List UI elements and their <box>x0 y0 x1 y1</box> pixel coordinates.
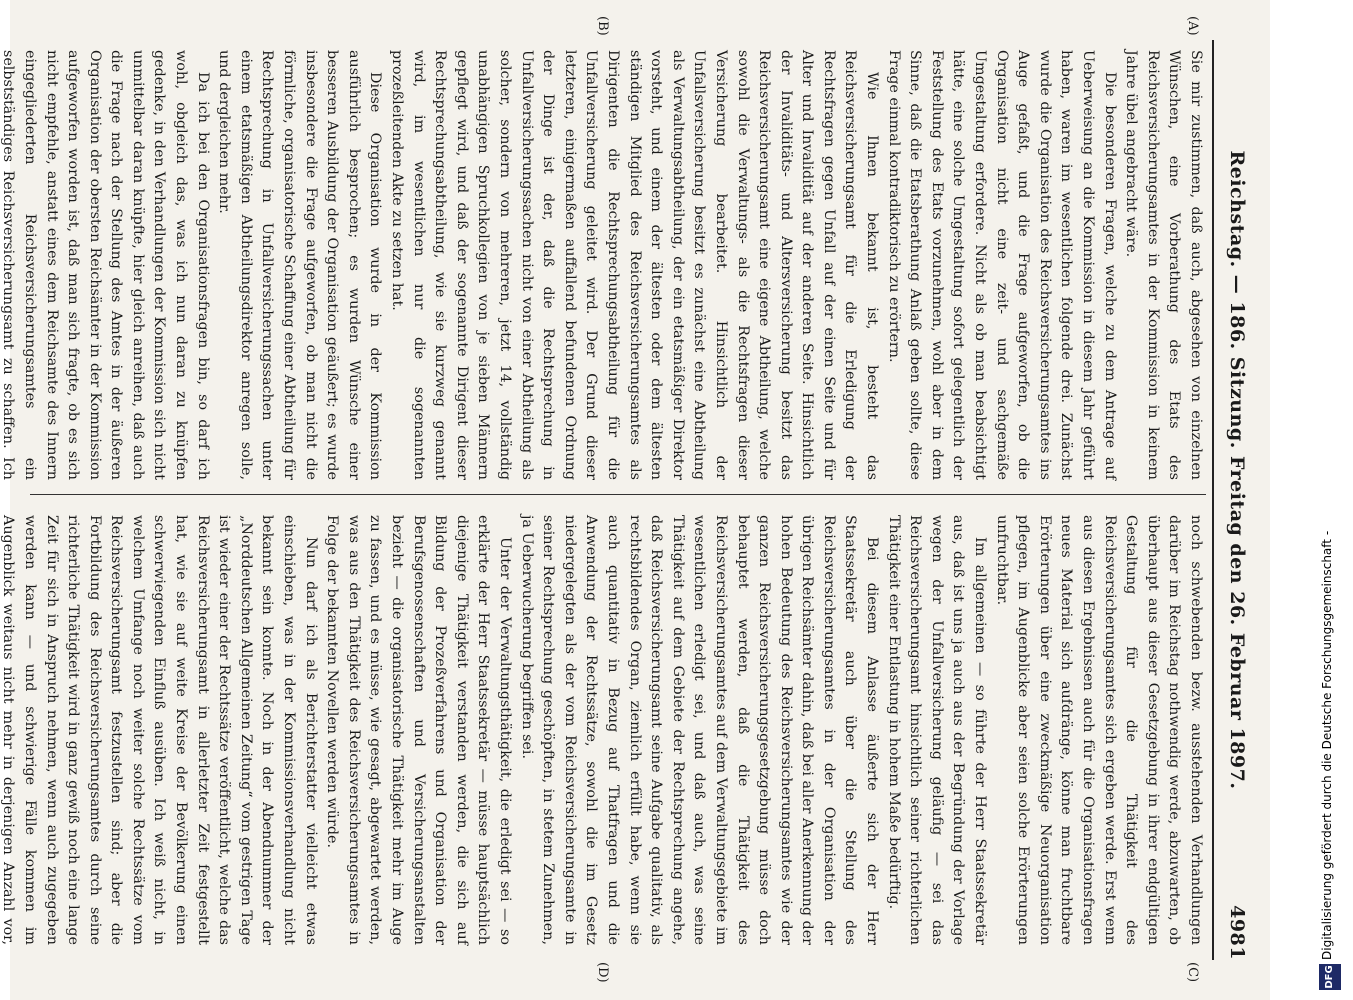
paragraph: Nun darf ich als Berichterstatter vielleicht etwas einschieben, was in der Kommissionsverhandlung nicht bekannt sein konnte. Noch in der Abendnummer der „Norddeutschen Allgemeinen Zeitung“ vom gestrigen Tage ist wieder einer der Rechtssätze veröffentlicht, welche das Reichsversicherungsamt in allerletzter Zeit festgestellt hat, wie sie auf weite Kreise der Bevölkerung einen schwerwiegenden Einfluß ausüben. Ich weiß nicht, in welchem Umfange noch weiter solche Rechtssätze vom Reichsversicherungsamt festzustellen sind; aber die Fortbildung des Reichsversicherungsamtes durch seine richterliche Thätigkeit wird in ganz gewiß noch eine lange Zeit für sich in Anspruch nehmen, wenn auch zugegeben werden kann — und schwierige Fälle kommen im Augenblick weitaus nicht mehr in derjenigen Anzahl vor, <box>0 515 319 945</box>
paragraph: Die besonderen Fragen, welche zu dem Antrage auf Ueberweisung an die Kommission in diesem Jahr geführt haben, waren im wesentlichen folgende drei. Zunächst wurde die Organisation des Reichsversicherungsamtes ins Auge gefaßt, und die Frage aufgeworfen, ob die Organisation nicht eine zeit- und sachgemäße Umgestaltung erfordere. Nicht als ob man beabsichtigt hätte, eine solche Umgestaltung sofort gelegentlich der Feststellung des Etats vorzunehmen, wohl aber in dem Sinne, daß die Etatsberathung Anlaß geben sollte, diese Frage einmal kontradiktorisch zu erörtern. <box>885 50 1118 480</box>
paragraph: Wie Ihnen bekannt ist, besteht das Reichsversicherungsamt für die Erledigung der Rechtsfragen gegen Unfall auf der einen Seite und für Alter und Invalidität auf der anderen Seite. Hinsichtlich der Invaliditäts- und Altersversicherung besitzt das Reichsversicherungsamt eine eigene Abtheilung, welche sowohl die Verwaltungs- als die Rechtsfragen dieser Versicherung bearbeitet. Hinsichtlich der Unfallsversicherung besitzt es zunächst eine Abtheilung als Verwaltungsabtheilung, der ein etatsmäßiger Direktor vorsteht, und einem der ältesten oder dem ältesten ständigen Mitglied des Reichsversicherungsamtes als Dirigenten die Rechtsprechungsabtheilung für die Unfallversicherung geleitet wird. Der Grund dieser letzteren, einigermaßen auffallend befundenen Ordnung der Dinge ist der, daß die Rechtsprechung in Unfallversicherungssachen nicht von einer Abtheilung als solcher, sondern von mehreren, jetzt 14, vollständig unabhängigen Spruchkollegien von je sieben Männern gepflegt wird, und daß der sogenannte Dirigent dieser Rechtsprechungsabtheilung, wie sie kurzweg genannt wird, im wesentlichen nur die sogenannten prozeßleitenden Akte zu setzen hat. <box>389 50 881 480</box>
paragraph: Im allgemeinen — so führte der Herr Staatssekretär aus, daß ist uns ja auch aus der Begründung der Vorlage wegen der Unfallversicherung geläufig — sei das Reichsversicherungsamt hinsichtlich seiner richterlichen Thätigkeit einer Entlastung in hohem Maße bedürftig. <box>885 515 989 945</box>
page-header <box>1216 40 1252 960</box>
margin-marker-d: (D) <box>595 962 610 983</box>
paragraph: Sie mir zustimmen, daß auch, abgesehen von einzelnen Wünschen, eine Vorberathung des Etats des Reichsversicherungsamtes in der Kommission in keinem Jahre übel angebracht wäre. <box>1123 50 1204 480</box>
dfg-logo: DFG <box>1319 964 1341 990</box>
page-title: Reichstag. — 186. Sitzung. Freitag den 26. Februar 1897. <box>1226 150 1248 790</box>
digitization-note <box>1310 0 1353 1000</box>
paragraph: Da ich bei den Organisationsfragen bin, so darf ich wohl, obgleich das, was ich nun daran zu knüpfen gedenke, in den Verhandlungen der Kommission sich nicht unmittelbar daran knüpfte, hier gleich anreihen, daß auch die Frage nach der Stellung des Amtes in der äußeren Organisation der obersten Reichsämter in der Kommission aufgeworfen worden ist, daß man sich fragte, ob es sich nicht empfehle, anstatt eines dem Reichsamte des Innern eingegliederten Reichsversicherungsamtes ein selbstständiges Reichsversicherungsamt zu schaffen. Ich <box>0 50 211 480</box>
right-text-column <box>0 515 1206 945</box>
paragraph: Unter der Verwaltungsthätigkeit, die erledigt sei — so erklärte der Herr Staatssekretär — müsse hauptsächlich diejenige Thätigkeit verstanden werden, die sich auf Bildung der Prozeßverfahrens und Organisation der Berufsgenossenschaften und Versicherungsanstalten bezieht — die organisatorische Thätigkeit mehr im Auge zu fassen, und es müsse, wie gesagt, abgewartet werden, was aus den Thätigkeit des Reichsversicherungsamtes in Folge der bekannten Novellen werden würde. <box>324 515 513 945</box>
funding-note-text: Digitalisierung gefördert durch die Deutsche Forschungsgemeinschaft - <box>1320 530 1334 960</box>
margin-marker-a: (A) <box>1185 16 1200 36</box>
left-text-column <box>0 50 1206 480</box>
paragraph: Bei diesem Anlasse äußerte sich der Herr Staatssekretär auch über die Stellung des Reichsversicherungsamtes in der Organisation der übrigen Reichsämter dahin, daß bei aller Anerkennung der hohen Bedeutung des Reichsversicherungsamtes wie der ganzen Reichsversicherungsgesetzgebung müsse doch behauptet werden, daß die Thätigkeit des Reichsversicherungsamtes auf dem Verwaltungsgebiete im wesentlichen erledigt sei, und daß auch, was seine Thätigkeit auf dem Gebiete der Rechtsprechung angehe, daß Reichsversicherungsamt seine Aufgabe qualitativ, als rechtsbildendes Organ, ziemlich erfüllt habe, wenn sie auch quantitativ in Bezug auf Thatfragen und die Anwendung der Rechtssätze, sowohl die im Gesetz niedergelegten als der vom Reichsversicherungsamte in seiner Rechtsprechung geschöpften, in stetem Zunehmen, ja Ueberwucherung begriffen sei. <box>518 515 881 945</box>
column-divider <box>30 494 1206 495</box>
paragraph: noch schwebenden bezw. ausstehenden Verhandlungen darüber im Reichstag nothwendig werde, abzuwarten, ob überhaupt aus dieser Gesetzgebung in ihrer endgültigen Gestaltung für die Thätigkeit des Reichsversicherungsamtes sich ergeben werde. Erst wenn aus diesen Ergebnissen auch für die Organisationsfragen neues Material sich aufdränge, könne man fruchtbare Erörterungen über eine zweckmäßige Neuorganisation pflegen, im Augenblicke aber seien solche Erörterungen unfruchtbar. <box>993 515 1204 945</box>
margin-marker-c: (C) <box>1185 962 1200 983</box>
paragraph: Diese Organisation wurde in der Kommission ausführlich besprochen; es wurden Wünsche einer besseren Ausbildung der Organisation geäußert; es wurde insbesondere die Frage aufgeworfen, ob man nicht die förmliche, organisatorische Schaffung einer Abtheilung für Rechtsprechung in Unfallversicherungssachen unter einem etatsmäßigen Abtheilungsdirektor anregen solle, und dergleichen mehr. <box>216 50 384 480</box>
page-number: 4981 <box>1226 905 1248 960</box>
margin-marker-b: (B) <box>595 16 610 36</box>
header-rule <box>1212 40 1214 960</box>
